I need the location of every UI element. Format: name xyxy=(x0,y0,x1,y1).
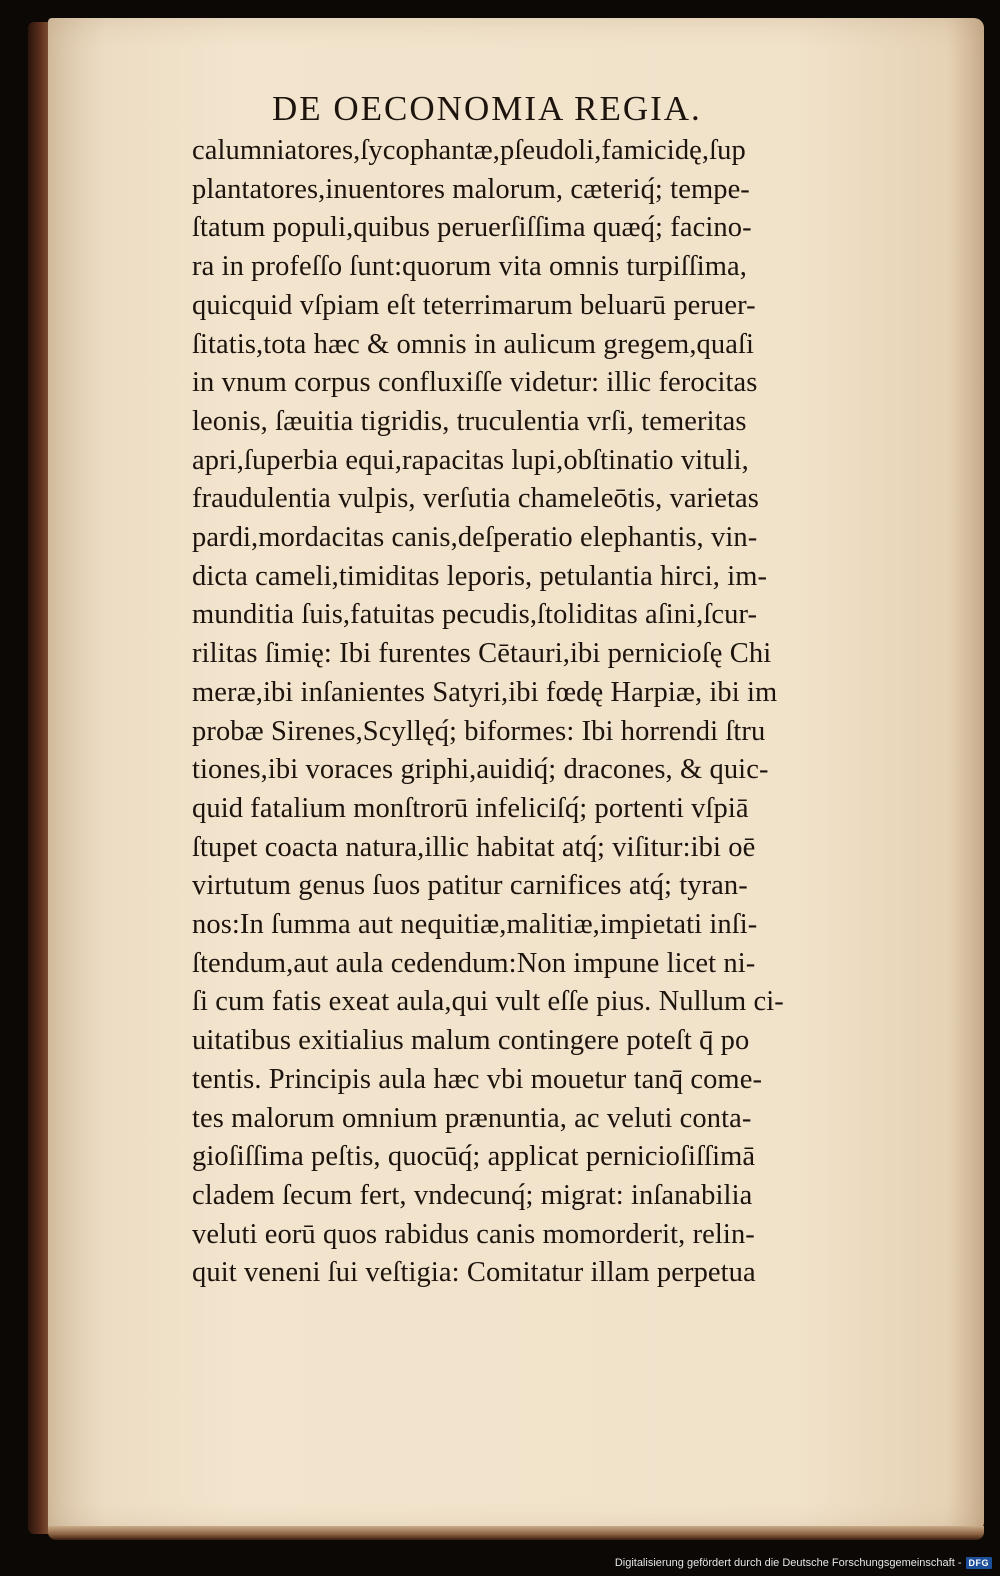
text-line: plantatores,inuentores malorum, cæteriq́; tempe- xyxy=(192,173,750,205)
text-line: quid fatalium monſtrorū infeliciſq́; portenti vſpiā xyxy=(192,792,749,824)
text-line: calumniatores,ſycophantæ,pſeudoli,famicidę,ſup xyxy=(192,135,746,166)
text-line: virtutum genus ſuos patitur carnifices atq́; tyran- xyxy=(192,870,748,902)
text-line: fraudulentia vulpis, verſutia chameleōtis, varietas xyxy=(192,483,759,515)
text-line: quit veneni ſui veſtigia: Comitatur illam perpetua xyxy=(192,1257,756,1289)
text-line: quicquid vſpiam eſt teterrimarum beluarū peruer- xyxy=(192,289,756,321)
text-line: ſitatis,tota hæc & omnis in aulicum gregem,quaſi xyxy=(192,328,755,360)
footer-credit-bar xyxy=(600,1553,1000,1573)
text-line: dicta cameli,timiditas leporis, petulantia hirci, im- xyxy=(192,560,768,592)
page-text xyxy=(192,86,952,1293)
footer-credit-text: Digitalisierung gefördert durch die Deutsche Forschungsgemeinschaft - xyxy=(614,1557,962,1569)
text-line: pardi,mordacitas canis,deſperatio elephantis, vin- xyxy=(192,522,758,554)
text-line: ſtendum,aut aula cedendum:Non impune licet ni- xyxy=(192,947,756,979)
dfg-logo-icon: DFG xyxy=(966,1557,993,1569)
text-line: tentis. Principis aula hæc vbi mouetur tanq̄ come- xyxy=(192,1063,763,1095)
running-head: DE OECONOMIA REGIA. xyxy=(272,89,702,128)
text-line: ra in profeſſo ſunt:quorum vita omnis turpiſſima, xyxy=(192,251,748,283)
text-line: ſi cum fatis exeat aula,qui vult eſſe pius. Nullum ci- xyxy=(192,986,784,1018)
text-line: tes malorum omnium prænuntia, ac veluti conta- xyxy=(192,1102,752,1134)
text-line: cladem ſecum fert, vndecunq́; migrat: inſanabilia xyxy=(192,1179,753,1211)
book-edge-bottom xyxy=(48,1526,984,1540)
text-line: rilitas ſimię: Ibi furentes Cētauri,ibi pernicioſę Chi xyxy=(192,638,772,670)
text-line: nos:In ſumma aut nequitiæ,malitiæ,impietati inſi- xyxy=(192,909,758,941)
text-line: gioſiſſima peſtis, quocūq́; applicat pernicioſiſſimā xyxy=(192,1141,756,1173)
text-line: uitatibus exitialius malum contingere poteſt q̄ po xyxy=(192,1025,750,1057)
text-line: leonis, ſæuitia tigridis, truculentia vrſi, temeritas xyxy=(192,405,747,437)
text-line: ſtupet coacta natura,illic habitat atq́; viſitur:ibi oē xyxy=(192,831,756,863)
text-line: apri,ſuperbia equi,rapacitas lupi,obſtinatio vituli, xyxy=(192,444,749,476)
text-line: veluti eorū quos rabidus canis momorderit, relin- xyxy=(192,1218,755,1250)
text-line: tiones,ibi voraces griphi,auidiq́; dracones, & quic- xyxy=(192,754,769,786)
text-line: meræ,ibi inſanientes Satyri,ibi fœdę Harpiæ, ibi im xyxy=(192,676,778,708)
text-line: ſtatum populi,quibus peruerſiſſima quæq́; facino- xyxy=(192,212,752,244)
text-lines xyxy=(192,132,952,1293)
text-line: munditia ſuis,fatuitas pecudis,ſtoliditas aſini,ſcur- xyxy=(192,599,758,631)
text-line: in vnum corpus confluxiſſe videtur: illic ferocitas xyxy=(192,367,758,399)
text-line: probæ Sirenes,Scyllęq́; biformes: Ibi horrendi ſtru xyxy=(192,715,766,747)
